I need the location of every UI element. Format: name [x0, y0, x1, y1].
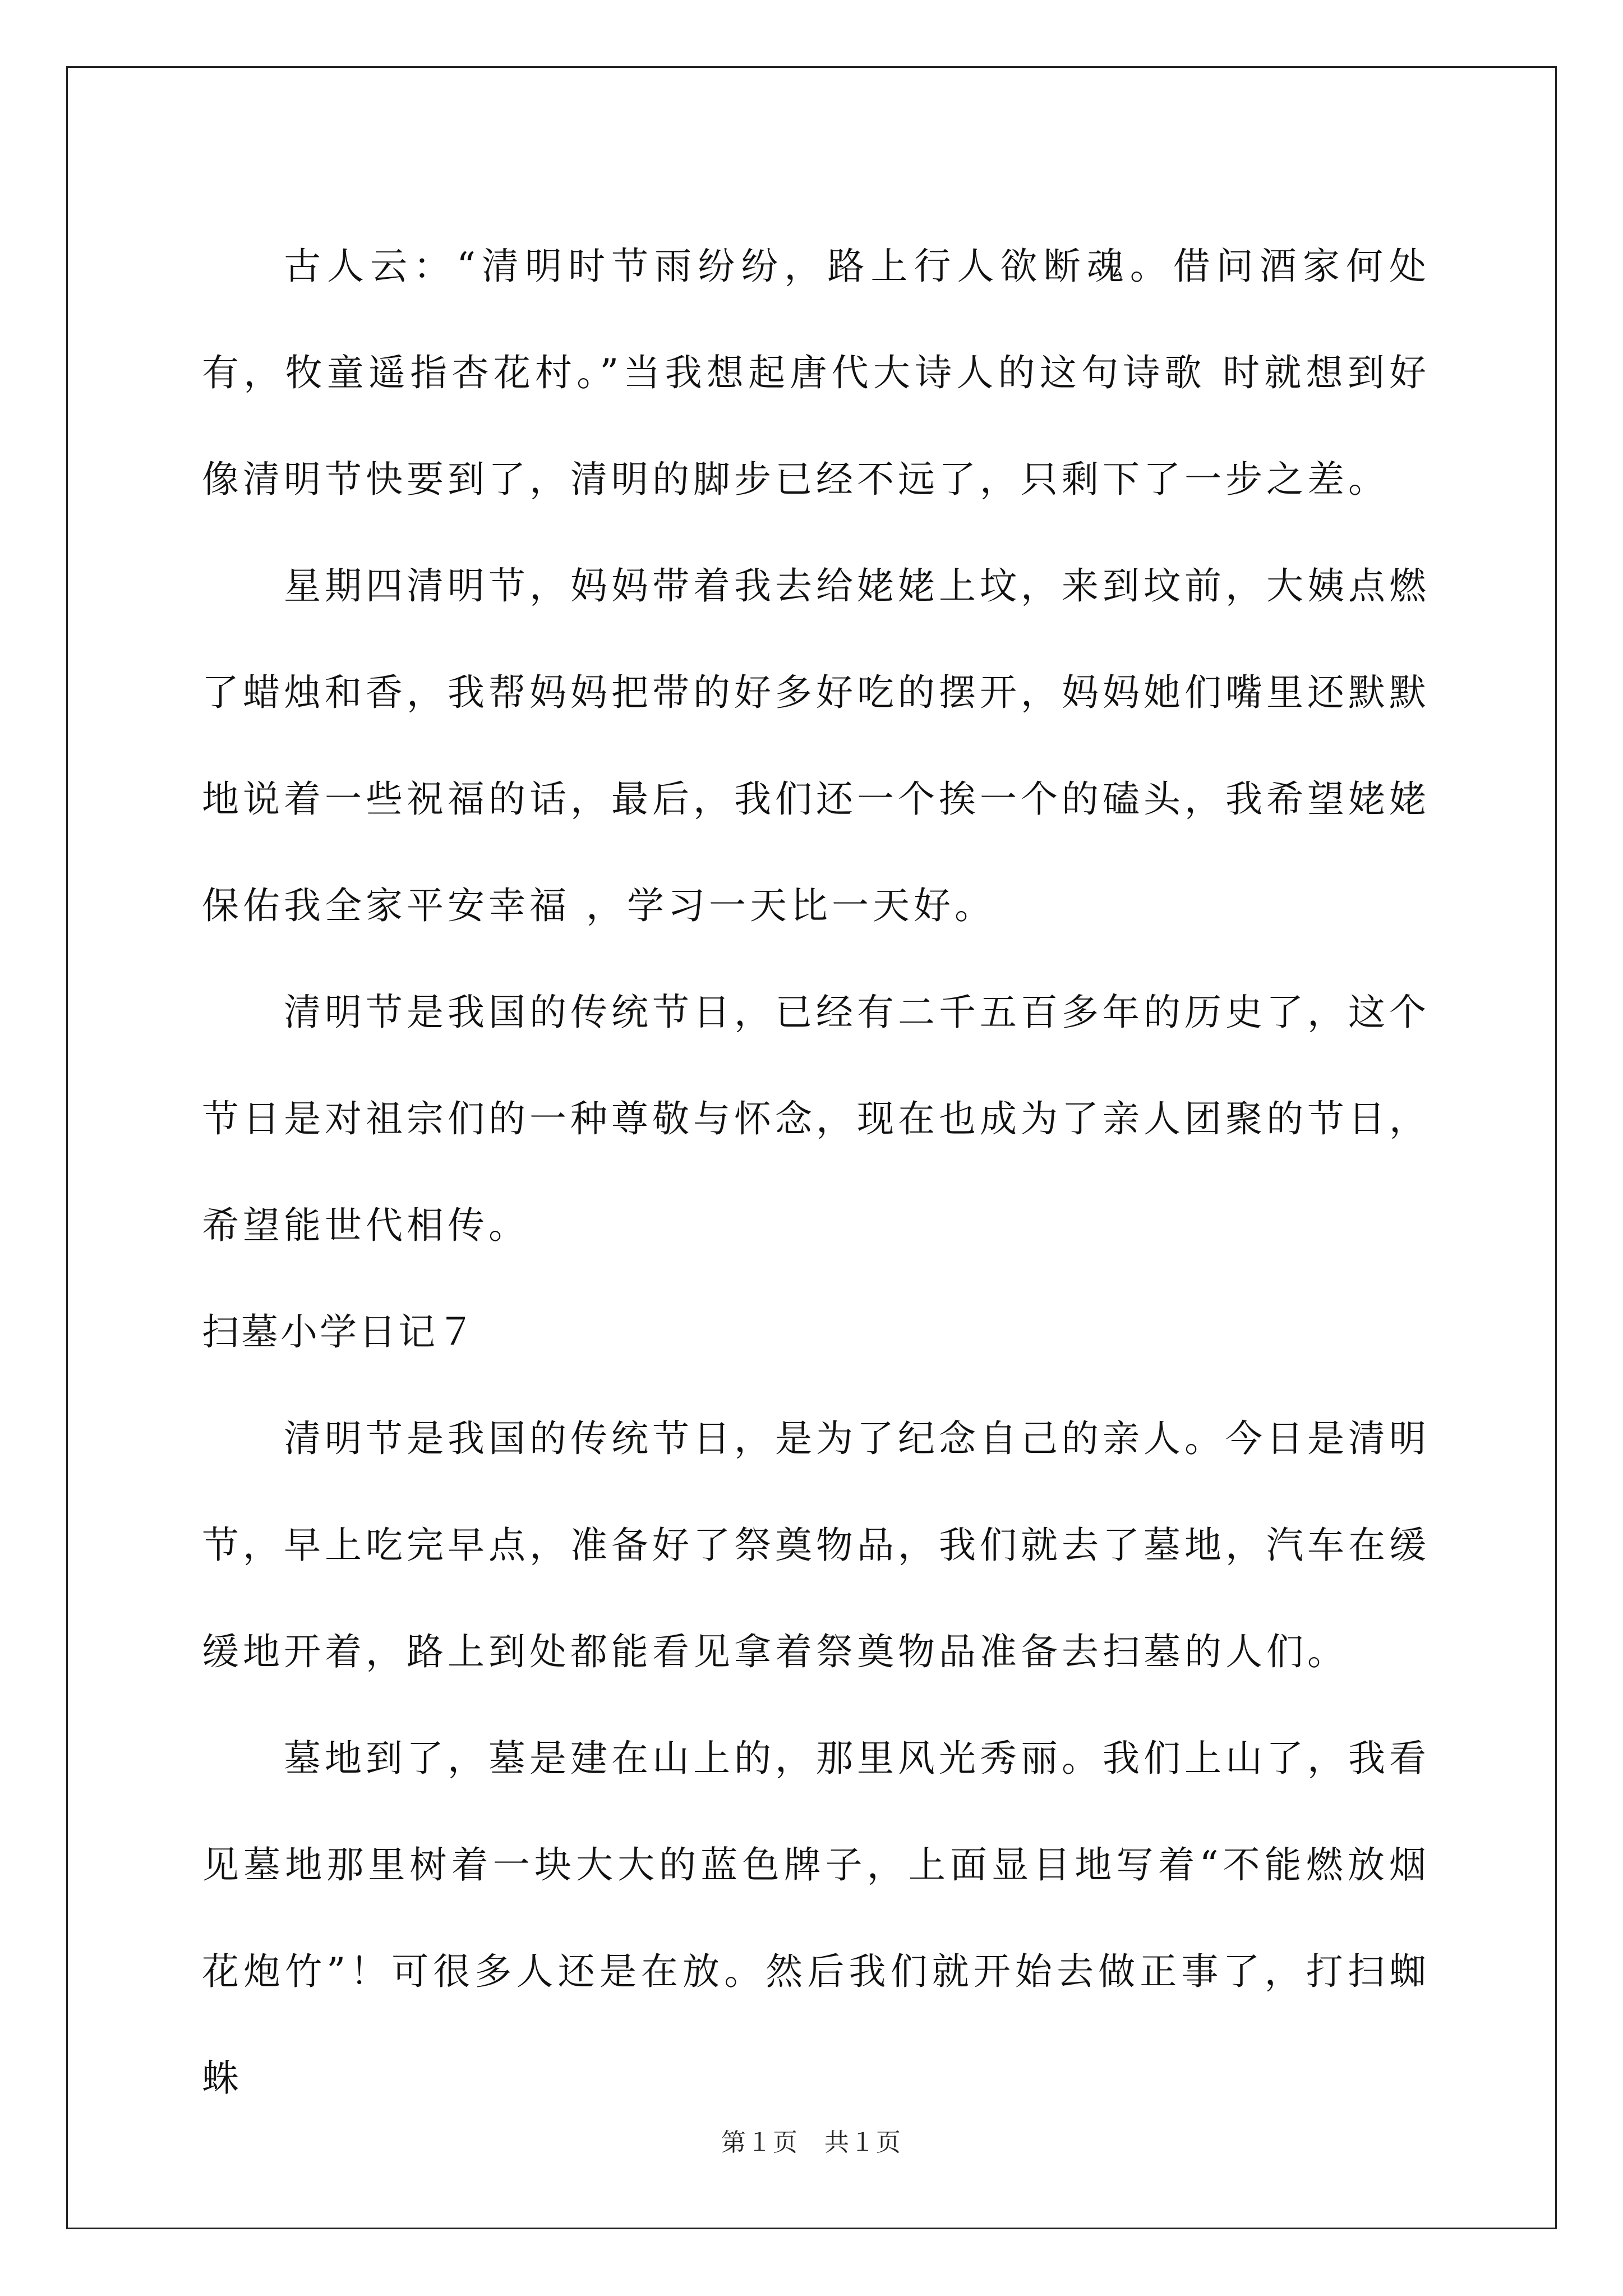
- page-footer: 第１页 共１页: [721, 2128, 902, 2157]
- paragraph-5: 墓地到了，墓是建在山上的，那里风光秀丽。我们上山了，我看见墓地那里树着一块大大的蓝色牌子，上面显目地写着“不能燃放烟花炮竹”！可很多人还是在放。然后我们就开始去做正事了，打扫蜘蛛: [202, 1737, 1430, 2100]
- section-heading: 扫墓小学日记７: [202, 1310, 477, 1354]
- paragraph-3: 清明节是我国的传统节日，已经有二千五百多年的历史了，这个节日是对祖宗们的一种尊敬与怀念，现在也成为了亲人团聚的节日，希望能世代相传。: [202, 991, 1430, 1247]
- paragraph-1: 古人云：“清明时节雨纷纷，路上行人欲断魂。借问酒家何处有，牧童遥指杏花村。”当我想起唐代大诗人的这句诗歌 时就想到好像清明节快要到了，清明的脚步已经不远了，只剩下了一步之差。: [202, 245, 1430, 501]
- paragraph-2: 星期四清明节，妈妈带着我去给姥姥上坟，来到坟前，大姨点燃了蜡烛和香，我帮妈妈把带的好多好吃的摆开，妈妈她们嘴里还默默地说着一些祝福的话，最后，我们还一个挨一个的磕头，我希望姥姥保佑我全家平安幸福 ，学习一天比一天好。: [202, 564, 1430, 927]
- paragraph-4: 清明节是我国的传统节日，是为了纪念自己的亲人。今日是清明节，早上吃完早点，准备好了祭奠物品，我们就去了墓地，汽车在缓缓地开着，路上到处都能看见拿着祭奠物品准备去扫墓的人们。: [202, 1417, 1430, 1673]
- document-body: [202, 213, 1430, 2132]
